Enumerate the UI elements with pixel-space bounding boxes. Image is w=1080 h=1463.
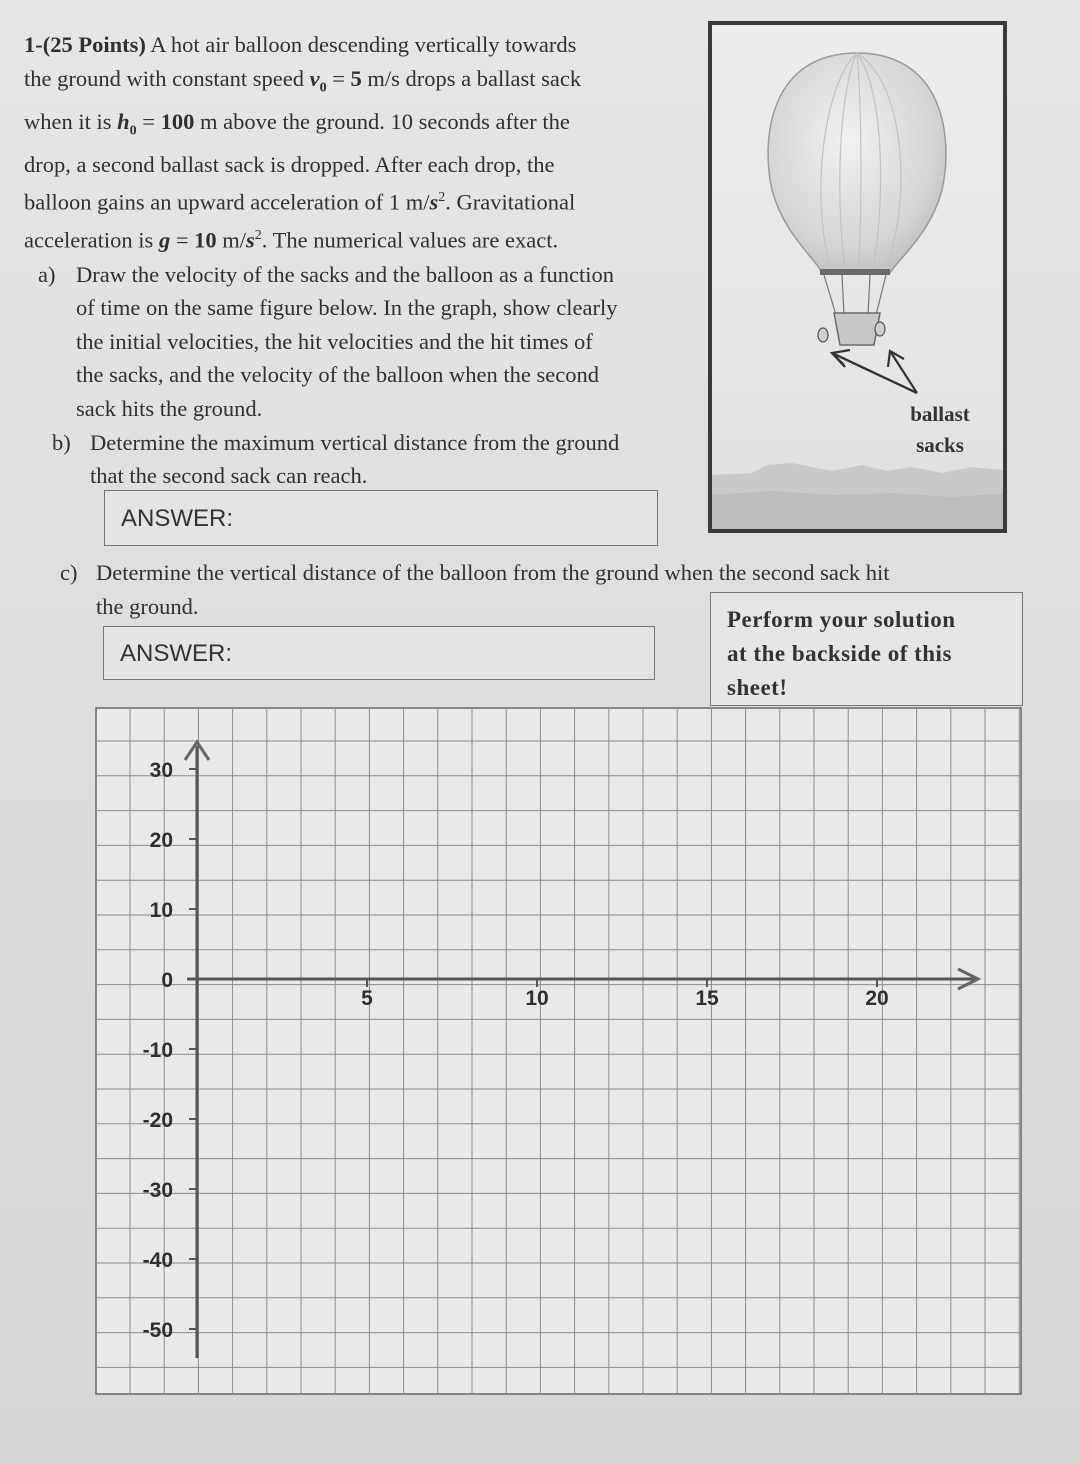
part-a: a) Draw the velocity of the sacks and the balloon as a function of time on the same figure below. In the graph, show clearly the initial velocities, the hit velocities and the hit times of the sacks, and the velocity of the balloon when the second sack hits the ground. xyxy=(24,258,694,426)
x-tick-label: 10 xyxy=(525,987,549,1010)
y-tick-label: 0 xyxy=(161,969,173,992)
y-tick-label: -30 xyxy=(142,1179,173,1202)
problem-line-5: balloon gains an upward acceleration of 1 $m/s^2$. Gravitational xyxy=(24,189,576,215)
y-tick-label: 30 xyxy=(149,759,173,782)
part-b-label: b) xyxy=(52,429,71,455)
x-tick-label: 15 xyxy=(695,987,719,1010)
y-tick-label: 20 xyxy=(149,829,173,852)
problem-number: 1-(25 Points) xyxy=(24,32,146,57)
part-c: c) Determine the vertical distance of the balloon from the ground when the second sack hit the ground. xyxy=(60,556,1000,623)
y-tick-label: -50 xyxy=(142,1319,173,1342)
problem-line-4: drop, a second ballast sack is dropped. After each drop, the xyxy=(24,151,555,177)
part-c-label: c) xyxy=(60,560,78,585)
answer-label: ANSWER: xyxy=(120,640,233,667)
y-tick-label: 10 xyxy=(149,899,173,922)
problem-line-6: acceleration is g = 10 $m/s^2$. The numerical values are exact. xyxy=(24,227,559,253)
x-tick-label: 20 xyxy=(865,987,889,1010)
y-tick-label: -20 xyxy=(142,1109,173,1132)
problem-line-3: when it is $h_0 = 100$ m above the ground. 10 seconds after the xyxy=(24,108,570,139)
problem-line-1: 1-(25 Points) A hot air balloon descending vertically towards xyxy=(24,32,577,57)
part-a-label: a) xyxy=(38,261,56,287)
y-tick-label: -10 xyxy=(142,1039,173,1062)
backside-note: Perform your solution at the backside of this sheet! xyxy=(710,592,1023,706)
x-tick-label: 5 xyxy=(361,987,373,1010)
ballast-sacks-label: ballast sacks xyxy=(910,402,970,457)
answer-label: ANSWER: xyxy=(121,505,234,532)
y-tick-label: -40 xyxy=(142,1249,173,1272)
problem-line-2: the ground with constant speed $v_0 = 5$ m/s drops a ballast sack xyxy=(24,65,582,96)
part-b: b) Determine the maximum vertical distance from the ground that the second sack can reach. xyxy=(24,426,694,493)
